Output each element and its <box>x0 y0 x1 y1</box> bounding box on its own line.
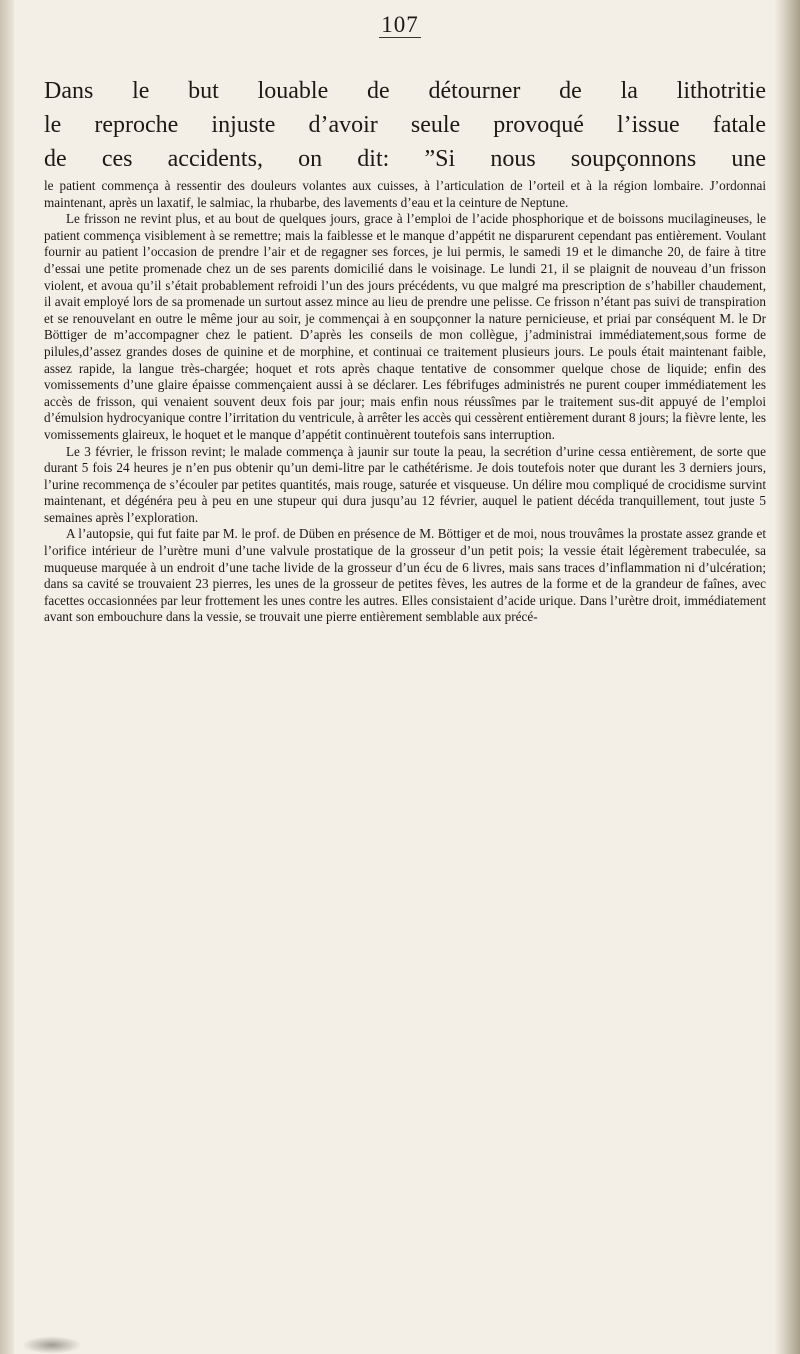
page-number-text: 107 <box>381 12 419 37</box>
body-paragraph: Le frisson ne revint plus, et au bout de quelques jours, grace à l’emploi de l’acide phosphorique et de boissons mucilagineuses, le patient commença visiblement à se remettre; mais la faiblesse et le manque d’appétit ne disparurent cependant pas entièrement. Voulant fournir au patient l’occasion de prendre l’air et de regagner ses forces, je lui permis, le samedi 19 et le dimanche 20, de faire à titre d’essai une petite promenade chez un de ses parents domicilié dans le voisinage. Le lundi 21, il se plaignit de nouveau d’un frisson violent, et avoua qu’il s’était probablement refroidi l’un des jours précédents, vu que malgré ma prescription de s’habiller chaudement, il avait employé lors de sa promenade un surtout assez mince au lieu de prendre une pelisse. Ce frisson n’étant pas suivi de transpiration et se renouvelant en outre le même jour au soir, je commençai à en soupçonner la nature pernicieuse, et priai par conséquent M. le Dr Böttiger de m’accompagner chez le patient. D’après les conseils de mon collègue, j’administrai immédiatement,sous forme de pilules,d’assez grandes doses de quinine et de morphine, et continuai ce traitement plusieurs jours. Le pouls était maintenant faible, assez rapide, la langue très-chargée; hoquet et rots après chaque tentative de consommer quelque chose de liquide; enfin des vomissements d’une glaire épaisse commençaient aussi à se déclarer. Les fébrifuges administrés ne purent couper immédiatement les accès de frisson, qui venaient souvent deux fois par jour; mais enfin nous réussîmes par le traitement sus-dit appuyé de l’emploi d’émulsion hydrocyanique contre l’irritation du ventricule, à arrêter les accès qui cessèrent entièrement durant 8 jours; la fièvre lente, les vomissements glaireux, le hoquet et le manque d’appétit continuèrent toutefois sans interruption. <box>44 211 766 442</box>
page-edge-shadow-left <box>0 0 14 1354</box>
body-paragraph: A l’autopsie, qui fut faite par M. le prof. de Düben en présence de M. Böttiger et de moi, nous trouvâmes la prostate assez grande et l’orifice intérieur de l’urètre muni d’une valvule prostatique de la grosseur d’un petit pois; la vessie était légèrement trabeculée, sa muqueuse marquée à un endroit d’une tache livide de la grosseur d’un écu de 6 livres, mais sans traces d’inflammation ni d’ulcération; dans sa cavité se trouvaient 23 pierres, les unes de la grosseur de petites fèves, les autres de la forme et de la grandeur de faînes, avec facettes occasionnées par leur frottement les unes contre les autres. Elles consistaient d’acide urique. Dans l’urètre droit, immédiatement avant son embouchure dans la vessie, se trouvait une pierre entièrement semblable aux précé- <box>44 526 766 625</box>
large-text-line: le reproche injuste d’avoir seule provoqué l’issue fatale <box>44 112 766 138</box>
large-type-paragraph <box>44 74 766 176</box>
small-type-body <box>44 178 766 626</box>
large-text-line: Dans le but louable de détourner de la lithotritie <box>44 78 766 104</box>
page-number <box>0 12 800 38</box>
scan-smudge <box>22 1336 82 1354</box>
body-paragraph: Le 3 février, le frisson revint; le malade commença à jaunir sur toute la peau, la secrétion d’urine cessa entièrement, de sorte que durant 5 fois 24 heures je n’en pus obtenir qu’un demi-litre par le cathétérisme. Je dois toutefois noter que durant les 3 derniers jours, l’urine recommença de s’écouler par petites quantités, mais rouge, saturée et visqueuse. Un délire mou compliqué de crocidisme survint maintenant, et dégénéra peu à peu en une stupeur qui dura jusqu’au 12 février, auquel le patient décéda tranquillement, tout juste 5 semaines après l’exploration. <box>44 443 766 525</box>
body-paragraph: le patient commença à ressentir des douleurs volantes aux cuisses, à l’articulation de l’orteil et à la région lombaire. J’ordonnai maintenant, après un laxatif, le salmiac, la rhubarbe, des lavements d’eau et la ceinture de Neptune. <box>44 178 766 210</box>
page-edge-shadow-right <box>774 0 800 1354</box>
large-text-line: de ces accidents, on dit: ”Si nous soupçonnons une <box>44 146 766 172</box>
